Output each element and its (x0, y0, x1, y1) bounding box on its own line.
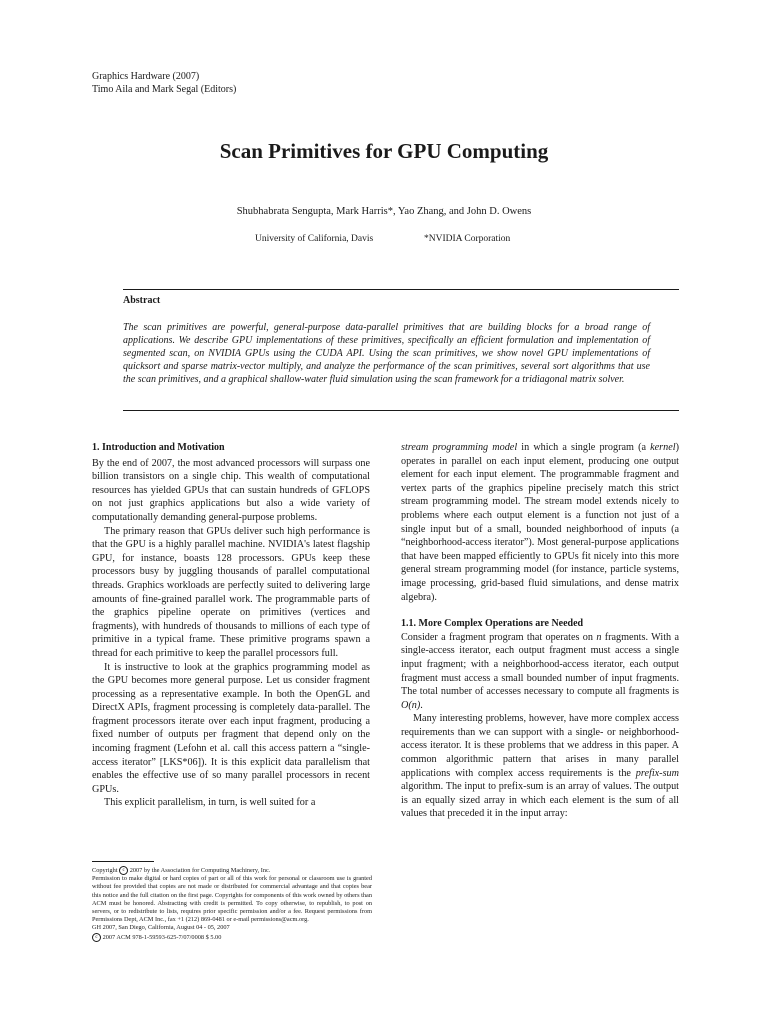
isbn-line (92, 933, 372, 942)
text-run: Many interesting problems, however, have more complex access requirements than we can support with a single- or neighborhood-access iterator. It is these problems that we address in this paper. A common algorithmic pattern that arises in many parallel applications with complex access requirements is the (401, 713, 679, 779)
paragraph (401, 712, 679, 821)
venue-info (92, 70, 236, 96)
emph-text: kernel (650, 442, 676, 453)
copyright-icon: c (92, 933, 101, 942)
left-column (92, 441, 370, 810)
paragraph: It is instructive to look at the graphics programming model as the GPU becomes more general purpose. Let us consider fragment processing as a representative example. In both the OpenGL and DirectX APIs, fragment processing is completely data-parallel. The fragment processors iterate over each input fragment, producing a fixed number of outputs per fragment that depend only on the incoming fragment (Lefohn et al. call this access pattern a “single-access iterator” [LKS*06]). It is this explicit data parallelism that enables the effective use of so many parallel processors in recent GPUs. (92, 661, 370, 795)
author-list: Shubhabrata Sengupta, Mark Harris*, Yao Zhang, and John D. Owens (236, 206, 532, 217)
text-run: 2007 by the Association for Computing Machinery, Inc. (128, 866, 271, 874)
text-run: fragments. With a single-access iterator, each output fragment must access a single input fragment; with a neighborhood-access iterator, each output fragment must access a small bounded number of input fragments. The total number of accesses necessary to compute all fragments is (401, 631, 679, 698)
text-run: Copyright (92, 866, 120, 874)
text-run: in which a single program (a (517, 442, 651, 453)
venue-editors: Timo Aila and Mark Segal (Editors) (92, 84, 237, 95)
paper-title: Scan Primitives for GPU Computing (219, 139, 549, 163)
right-column (401, 441, 679, 821)
text-run: . (420, 699, 423, 711)
affiliation-ucdavis: University of California, Davis (255, 234, 374, 244)
paragraph (401, 631, 679, 713)
abstract-top-rule (123, 289, 679, 290)
venue-name: Graphics Hardware (2007) (92, 71, 200, 82)
text-run: Consider a fragment program that operates on (401, 631, 597, 643)
section-heading: 1. Introduction and Motivation (92, 442, 225, 453)
abstract-bottom-rule (123, 410, 679, 411)
abstract-heading: Abstract (123, 295, 161, 306)
math-n: n (596, 631, 602, 643)
emph-text: prefix-sum (635, 767, 679, 779)
permission-text: Permission to make digital or hard copies of part or all of this work for personal or classroom use is granted without fee provided that copies are not made or distributed for commercial advantage and that copies bear this notice and the full citation on the first page. Copyrights for components of this work owned by others than ACM must be honored. Abstracting with credit is permitted. To copy otherwise, to republish, to post on servers, or to redistribute to lists, requires prior specific permission and/or a fee. Request permissions from Permissions Dept, ACM Inc., fax +1 (212) 869-0481 or e-mail permissions@acm.org. (92, 875, 372, 924)
subsection-heading: 1.1. More Complex Operations are Needed (401, 618, 584, 630)
copyright-icon: c (119, 866, 128, 875)
text-run: 2007 ACM 978-1-59593-625-7/07/0008 $ 5.00 (101, 933, 222, 941)
text-run: algorithm. The input to prefix-sum is an array of values. The output is an equally sized array in which each element is the sum of all values that preceded it in the input array: (401, 781, 679, 820)
paragraph: By the end of 2007, the most advanced processors will surpass one billion transistors on a single chip. This wealth of computational resources has yielded GPUs that can sustain hundreds of GFLOPS on not just graphics applications but also a wide variety of computationally demanding general-purpose problems. (92, 457, 370, 523)
text-run: ) operates in parallel on each input element, producing one output element for each input element. The programmable fragment and vertex parts of the graphics pipeline precisely match this strict stream programming model. The stream model extends nicely to problems where each output element is a function not just of a single input but of a small, bounded neighborhood of inputs (a “neighborhood-access iterator”). Most general-purpose applications that have been mapped efficiently to GPUs fit nicely into this more general stream programming model (for instance, particle systems, image processing, grid-based fluid simulations, and dense matrix algebra). (401, 442, 679, 603)
paragraph: This explicit parallelism, in turn, is well suited for a (104, 797, 316, 809)
copyright-line (92, 866, 372, 875)
conference-line: GH 2007, San Diego, California, August 04 - 05, 2007 (92, 924, 230, 932)
math-big-o: O(n) (401, 699, 421, 711)
affiliation-nvidia: *NVIDIA Corporation (424, 234, 511, 244)
paragraph: The primary reason that GPUs deliver such high performance is that the GPU is a highly parallel machine. NVIDIA's latest flagship GPU, for instance, boasts 128 processors. GPUs keep these processors busy by juggling thousands of parallel computational threads. Graphics workloads are perfectly suited to delivering large amounts of fine-grained parallel work. The programmable parts of the graphics pipeline operate on primitives (vertices and fragments), with hundreds of thousands to millions of each type of primitive in a typical frame. These primitive programs spawn a thread for each primitive to keep the parallel processors full. (92, 525, 370, 659)
footnote-rule (92, 861, 154, 862)
abstract-body: The scan primitives are powerful, general-purpose data-parallel primitives that are building blocks for a broad range of applications. We describe GPU implementations of these primitives, specifically an efficient formulation and implementation of segmented scan, on NVIDIA GPUs using the CUDA API. Using the scan primitives, we show novel GPU implementations of quicksort and sparse matrix-vector multiply, and analyze the performance of the scan primitives, several sort algorithms that use the scan primitives, and a graphical shallow-water fluid simulation using the scan framework for a tridiagonal matrix solver. (123, 322, 650, 386)
copyright-footnote (92, 866, 372, 942)
paragraph (401, 441, 679, 604)
emph-text: stream programming model (401, 442, 518, 453)
